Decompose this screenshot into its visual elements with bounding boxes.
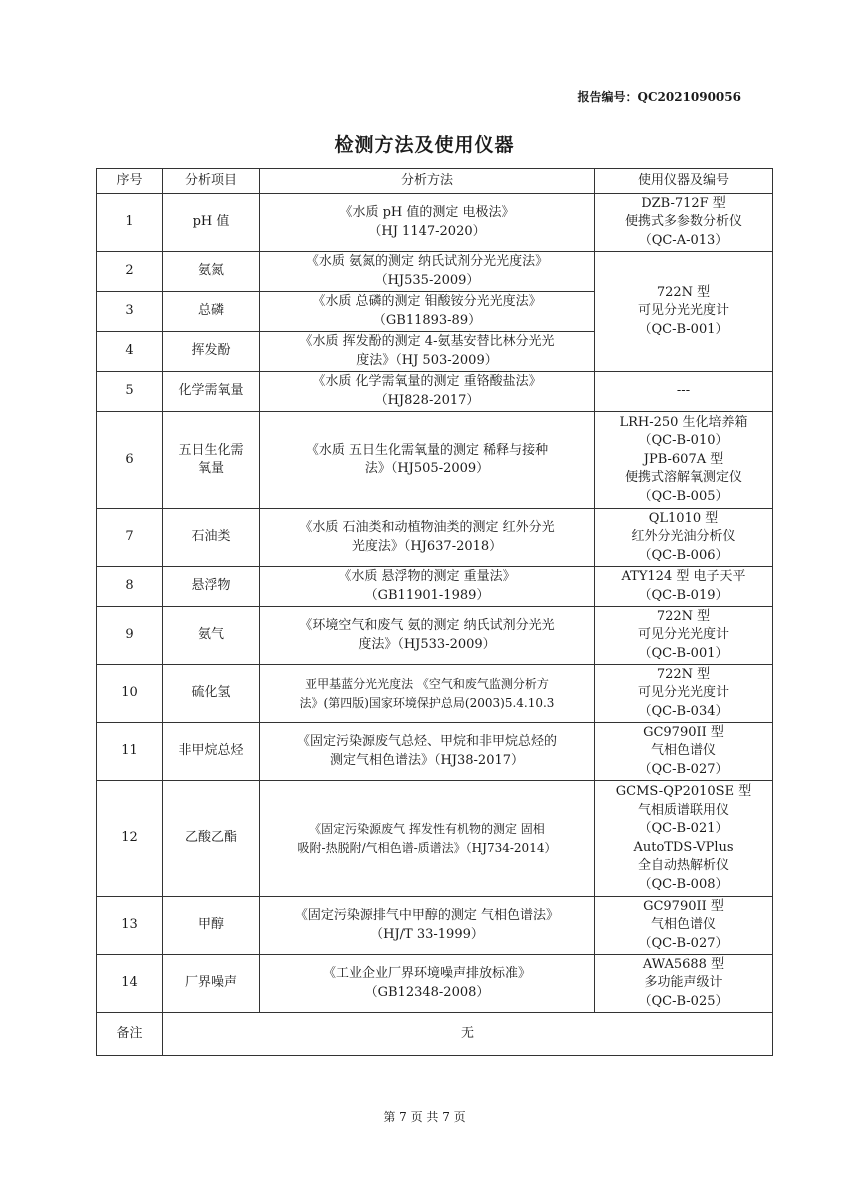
table-row [97, 665, 773, 723]
table-row [97, 509, 773, 567]
row-no: 2 [97, 252, 163, 292]
remarks-value: 无 [163, 1013, 773, 1056]
row-instrument: AWA5688 型 多功能声级计 （QC-B-025） [595, 955, 773, 1013]
row-instrument: GC9790II 型 气相色谱仪 （QC-B-027） [595, 897, 773, 955]
row-instrument: LRH-250 生化培养箱 （QC-B-010） JPB-607A 型 便携式溶解氧测定仪 （QC-B-005） [595, 412, 773, 509]
row-instrument: GCMS-QP2010SE 型 气相质谱联用仪 （QC-B-021） AutoTDS-VPlus 全自动热解析仪 （QC-B-008） [595, 781, 773, 897]
row-method: 《固定污染源废气总烃、甲烷和非甲烷总烃的 测定气相色谱法》（HJ38-2017） [260, 723, 595, 781]
row-item: 化学需氧量 [163, 372, 260, 412]
row-item: 乙酸乙酯 [163, 781, 260, 897]
table-row [97, 412, 773, 509]
row-method: 《环境空气和废气 氨的测定 纳氏试剂分光光 度法》（HJ533-2009） [260, 607, 595, 665]
row-no: 8 [97, 567, 163, 607]
table-row [97, 607, 773, 665]
row-instrument: 722N 型 可见分光光度计 （QC-B-001） [595, 607, 773, 665]
row-item: 石油类 [163, 509, 260, 567]
row-instrument: DZB-712F 型 便携式多参数分析仪 （QC-A-013） [595, 194, 773, 252]
row-method: 《水质 石油类和动植物油类的测定 红外分光 光度法》（HJ637-2018） [260, 509, 595, 567]
row-no: 1 [97, 194, 163, 252]
row-item: 悬浮物 [163, 567, 260, 607]
page-number: 第 7 页 共 7 页 [383, 1110, 466, 1124]
row-item: 厂界噪声 [163, 955, 260, 1013]
row-item: pH 值 [163, 194, 260, 252]
table-row [97, 252, 773, 292]
row-no: 9 [97, 607, 163, 665]
table-header-row [97, 169, 773, 194]
row-instrument: ATY124 型 电子天平 （QC-B-019） [595, 567, 773, 607]
col-header-method: 分析方法 [260, 169, 595, 194]
methods-table [96, 168, 773, 1056]
row-item: 氨氮 [163, 252, 260, 292]
row-no: 12 [97, 781, 163, 897]
row-method: 《固定污染源排气中甲醇的测定 气相色谱法》 （HJ/T 33-1999） [260, 897, 595, 955]
table-row [97, 194, 773, 252]
table-row [97, 955, 773, 1013]
table-row [97, 723, 773, 781]
row-no: 3 [97, 292, 163, 332]
table-row [97, 897, 773, 955]
row-no: 4 [97, 332, 163, 372]
row-method: 《水质 悬浮物的测定 重量法》 （GB11901-1989） [260, 567, 595, 607]
row-method: 亚甲基蓝分光光度法 《空气和废气监测分析方 法》(第四版)国家环境保护总局(2003)5.4.10.3 [260, 665, 595, 723]
col-header-no: 序号 [97, 169, 163, 194]
table-row [97, 567, 773, 607]
row-item: 挥发酚 [163, 332, 260, 372]
row-method: 《水质 化学需氧量的测定 重铬酸盐法》 （HJ828-2017） [260, 372, 595, 412]
row-method: 《水质 挥发酚的测定 4-氨基安替比林分光光 度法》（HJ 503-2009） [260, 332, 595, 372]
row-method: 《固定污染源废气 挥发性有机物的测定 固相 吸附-热脱附/气相色谱-质谱法》（HJ734-2014） [260, 781, 595, 897]
row-no: 6 [97, 412, 163, 509]
row-method: 《水质 总磷的测定 钼酸铵分光光度法》 （GB11893-89） [260, 292, 595, 332]
page-title: 检测方法及使用仪器 [334, 134, 515, 156]
row-no: 10 [97, 665, 163, 723]
row-no: 7 [97, 509, 163, 567]
row-instrument: --- [595, 372, 773, 412]
row-no: 5 [97, 372, 163, 412]
row-item: 总磷 [163, 292, 260, 332]
row-no: 13 [97, 897, 163, 955]
row-method: 《水质 pH 值的测定 电极法》 （HJ 1147-2020） [260, 194, 595, 252]
table-row [97, 781, 773, 897]
row-item: 甲醇 [163, 897, 260, 955]
row-item: 硫化氢 [163, 665, 260, 723]
row-instrument: GC9790II 型 气相色谱仪 （QC-B-027） [595, 723, 773, 781]
row-instrument: QL1010 型 红外分光油分析仪 （QC-B-006） [595, 509, 773, 567]
row-method: 《水质 五日生化需氧量的测定 稀释与接种 法》（HJ505-2009） [260, 412, 595, 509]
table-row [97, 372, 773, 412]
remarks-row [97, 1013, 773, 1056]
remarks-label: 备注 [97, 1013, 163, 1056]
row-no: 11 [97, 723, 163, 781]
row-instrument: 722N 型 可见分光光度计 （QC-B-001） [595, 252, 773, 372]
col-header-instrument: 使用仪器及编号 [595, 169, 773, 194]
row-instrument: 722N 型 可见分光光度计 （QC-B-034） [595, 665, 773, 723]
report-number: 报告编号：QC2021090056 [577, 90, 741, 104]
row-item: 五日生化需 氧量 [163, 412, 260, 509]
row-method: 《水质 氨氮的测定 纳氏试剂分光光度法》 （HJ535-2009） [260, 252, 595, 292]
row-no: 14 [97, 955, 163, 1013]
row-item: 氨气 [163, 607, 260, 665]
row-item: 非甲烷总烃 [163, 723, 260, 781]
row-method: 《工业企业厂界环境噪声排放标准》 （GB12348-2008） [260, 955, 595, 1013]
col-header-item: 分析项目 [163, 169, 260, 194]
